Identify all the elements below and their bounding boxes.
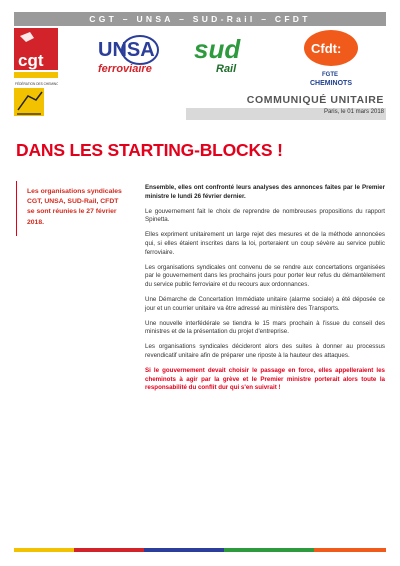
cfdt-logo-caption-2: CHEMINOTS [310, 80, 352, 87]
stripe-orange [314, 548, 386, 552]
side-callout-box [16, 181, 134, 236]
bottom-color-stripe [14, 548, 386, 552]
cgt-logo-text: cgt [18, 51, 44, 70]
unsa-logo-subtext: ferroviaire [98, 63, 152, 75]
body-paragraph: Une Démarche de Concertation Immédiate unitaire (alarme sociale) a été déposée ce jour et un courrier unitaire va être adressé au ministère des Transports. [145, 295, 385, 312]
cfdt-fgte-logo [300, 28, 362, 92]
body-paragraph: Les organisations syndicales décideront alors des suites à donner au processus revendicatif unitaire afin de préparer une riposte à la hauteur des attaques. [145, 343, 385, 359]
unsa-ferroviaire-logo [96, 30, 162, 78]
unions-banner: CGT – UNSA – SUD-Rail – CFDT [14, 12, 386, 26]
cgt-logo-caption: FÉDÉRATION DES CHEMINOTS [15, 82, 58, 86]
stripe-yellow [14, 548, 74, 552]
body-paragraph: Les organisations syndicales ont convenu de se rendre aux concertations organisées par le gouvernement dans les prochains jours pour porter leur refus du démantèlement du service public ferroviaire et du recours aux ordonnances. [145, 263, 385, 288]
body-paragraph: Le gouvernement fait le choix de reprendre de nombreuses propositions du rapport Spinetta. [145, 207, 385, 224]
body-paragraph: Une nouvelle interfédérale se tiendra le 15 mars prochain à l'issue du conseil des ministres et de la présentation du projet d'entreprise. [145, 319, 385, 336]
sud-rail-logo [192, 30, 254, 78]
stripe-green [224, 548, 314, 552]
cgt-logo [14, 28, 58, 118]
stripe-blue [144, 548, 224, 552]
side-callout-text: Les organisations syndicales CGT, UNSA, SUD-Rail, CFDT se sont réunies le 27 février 2018. [27, 188, 122, 226]
cfdt-logo-caption-1: FGTE [322, 72, 338, 78]
body-column [145, 184, 385, 399]
sud-logo-subtext: Rail [216, 63, 237, 75]
body-paragraph: Elles expriment unitairement un large rejet des mesures et de la méthode annoncées qui, si elles étaient inscrites dans la loi, porteraient un coup sévère au service public ferroviaire. [145, 231, 385, 256]
main-headline: DANS LES STARTING-BLOCKS ! [16, 140, 283, 160]
unsa-logo-text: UNSA [98, 39, 155, 61]
communique-date: Paris, le 01 mars 2018 [323, 109, 384, 115]
sud-logo-text: sud [194, 34, 241, 64]
communique-title: COMMUNIQUÉ UNITAIRE [246, 94, 384, 106]
cfdt-logo-text: Cfdt: [311, 41, 342, 56]
stripe-red [74, 548, 144, 552]
body-paragraph: Ensemble, elles ont confronté leurs analyses des annonces faites par le Premier ministre le lundi 26 février dernier. [145, 184, 385, 200]
body-paragraph-conclusion: Si le gouvernement devait choisir le passage en force, elles appelleraient les cheminots à agir par la grève et le Premier ministre porterait alors toute la responsabilité du conflit dur qui s'en suivrait ! [145, 367, 385, 392]
